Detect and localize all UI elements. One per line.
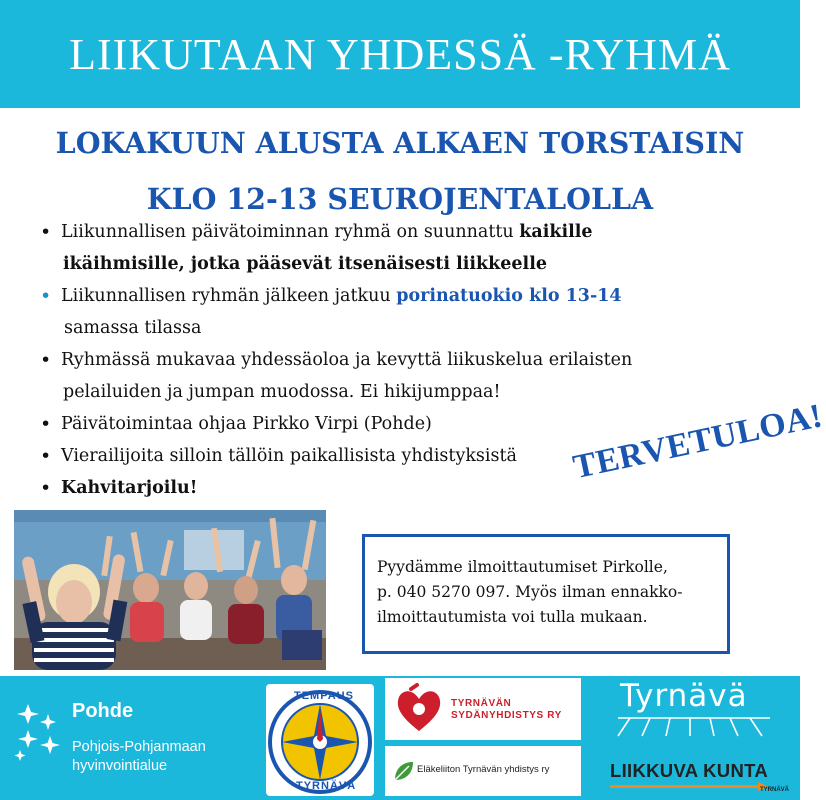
bullet-target-group	[36, 216, 756, 280]
headline-line-2: KLO 12-13 SEUROJENTALOLLA	[146, 182, 654, 216]
liikkuva-kunta-logo	[608, 756, 788, 796]
sydanyhdistys-line: SYDÄNYHDISTYS RY	[451, 710, 562, 721]
info-line-3: ilmoittautumista voi tulla mukaan.	[377, 608, 648, 626]
info-line-2: p. 040 5270 097. Myös ilman ennakko-	[377, 583, 683, 601]
elakeliitto-text: Eläkeliiton Tyrnävän yhdistys ry	[417, 764, 550, 775]
tempaus-top-text: TEMPAUS	[294, 690, 354, 702]
field-lines-icon	[610, 714, 780, 738]
pohde-region-line: hyvinvointialue	[72, 758, 168, 774]
bullet-text: Vierailijoita silloin tällöin paikallisista yhdistyksistä	[61, 446, 517, 466]
schedule-headline	[0, 115, 800, 227]
tempaus-logo	[266, 684, 374, 796]
tempaus-bottom-text: TYRNÄVÄ	[296, 780, 357, 792]
bullet-text: Ryhmässä mukavaa yhdessäoloa ja kevyttä liikuskelua erilaisten	[61, 350, 633, 370]
pohde-logo	[14, 696, 254, 786]
bullet-coffee	[36, 472, 756, 504]
elakeliitto-leaf-icon	[391, 758, 417, 784]
bullet-text: pelailuiden ja jumpan muodossa. Ei hikijumppaa!	[63, 382, 501, 402]
pohde-star-icon	[14, 700, 66, 760]
sydanyhdistys-logo	[385, 678, 581, 740]
sponsor-footer	[0, 676, 800, 800]
bullet-emphasis: porinatuokio klo 13-14	[396, 286, 622, 306]
elakeliitto-logo	[385, 746, 581, 796]
bullet-activities	[36, 344, 756, 408]
bullet-text: Päivätoimintaa ohjaa Pirkko Virpi (Pohde)	[61, 414, 432, 434]
bullet-emphasis: kaikille	[519, 222, 593, 242]
tyrnava-logo	[610, 680, 780, 734]
bullet-text: Liikunnallisen ryhmän jälkeen jatkuu	[61, 286, 397, 306]
welcome-text: TERVETULOA!	[570, 397, 826, 487]
liikkuva-kunta-text: LIIKKUVA KUNTA	[610, 760, 769, 781]
sydanyhdistys-line: TYRNÄVÄN	[451, 698, 512, 709]
pohde-region	[72, 738, 272, 776]
exercise-photo-illustration	[14, 510, 326, 670]
pohde-name: Pohde	[72, 700, 134, 722]
bullet-emphasis: Kahvitarjoilu!	[61, 478, 198, 498]
liikkuva-kunta-small-text: TYRNÄVÄ	[760, 787, 790, 793]
tyrnava-wordmark: Tyrnävä	[620, 678, 748, 714]
bullet-text: samassa tilassa	[64, 318, 202, 338]
headline-line-1: LOKAKUUN ALUSTA ALKAEN TORSTAISIN	[55, 126, 745, 160]
pohde-region-line: Pohjois-Pohjanmaan	[72, 739, 206, 755]
heart-icon	[391, 681, 447, 737]
bullet-text: Liikunnallisen päivätoiminnan ryhmä on suunnattu	[61, 222, 520, 242]
info-line-1: Pyydämme ilmoittautumiset Pirkolle,	[377, 558, 668, 576]
bullet-chat-session	[36, 280, 756, 344]
exercise-group-photo	[14, 510, 326, 670]
bullet-emphasis: ikäihmisille, jotka pääsevät itsenäisesti liikkeelle	[63, 254, 547, 274]
sydanyhdistys-text	[451, 698, 562, 722]
registration-info-box	[362, 534, 730, 654]
poster-title: LIIKUTAAN YHDESSÄ -RYHMÄ	[69, 29, 731, 79]
title-banner	[0, 0, 800, 108]
